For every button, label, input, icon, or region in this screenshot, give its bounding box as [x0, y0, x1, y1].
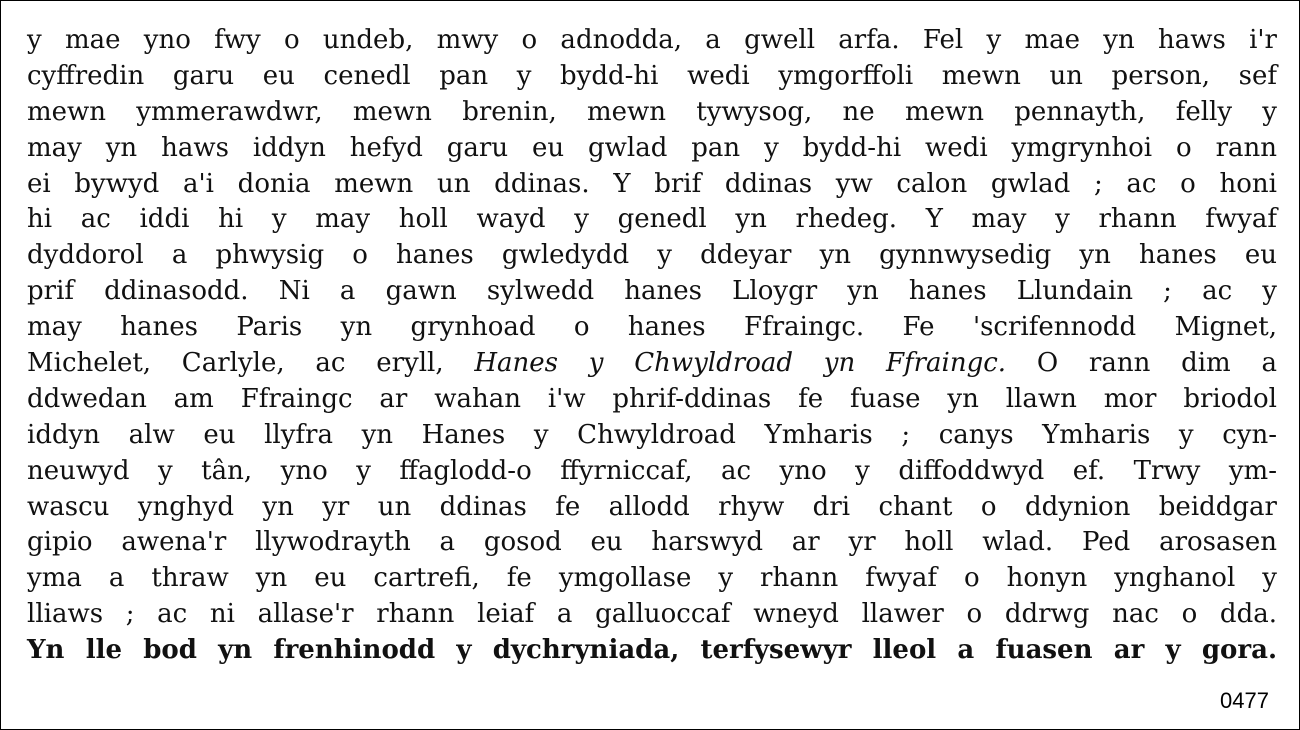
text-line-11: ddwedan am Ffraingc ar wahan i'w phrif-ddinas fe fuase yn llawn mor briodol [27, 383, 1277, 414]
body-text [27, 23, 1277, 669]
text-line-18: Yn lle bod yn frenhinodd y dychryniada, terfysewyr lleol a fuasen ar y gora. [27, 635, 1277, 666]
line-10-prefix: Michelet, Carlyle, ac eryll, [27, 348, 444, 379]
text-line-14: wascu ynghyd yn yr un ddinas fe allodd rhyw dri chant o ddynion beiddgar [27, 491, 1277, 522]
page-number: 0477 [1220, 688, 1269, 713]
book-title-italic: Hanes y Chwyldroad yn Ffraingc. [474, 348, 1007, 379]
text-line-4: may yn haws iddyn hefyd garu eu gwlad pan y bydd-hi wedi ymgrynhoi o rann [27, 132, 1277, 163]
text-line-6: hi ac iddi hi y may holl wayd y genedl yn rhedeg. Y may y rhann fwyaf [27, 204, 1277, 235]
text-line-8: prif ddinasodd. Ni a gawn sylwedd hanes Lloygr yn hanes Llundain ; ac y [27, 276, 1277, 307]
text-line-9: may hanes Paris yn grynhoad o hanes Ffraingc. Fe 'scrifennodd Mignet, [27, 312, 1277, 343]
text-line-13: neuwyd y tân, yno y ffaglodd-o ffyrniccaf, ac yno y diffoddwyd ef. Trwy ym- [27, 455, 1277, 486]
text-line-1: y mae yno fwy o undeb, mwy o adnodda, a gwell arfa. Fel y mae yn haws i'r [27, 25, 1277, 55]
text-line-2: cyffredin garu eu cenedl pan y bydd-hi wedi ymgorffoli mewn un person, sef [27, 60, 1277, 91]
text-line-17: lliaws ; ac ni allase'r rhann leiaf a galluoccaf wneyd llawer o ddrwg nac o dda. [27, 599, 1277, 630]
text-line-16: yma a thraw yn eu cartrefi, fe ymgollase y rhann fwyaf o honyn ynghanol y [27, 563, 1277, 594]
text-line-5: ei bywyd a'i donia mewn un ddinas. Y brif ddinas yw calon gwlad ; ac o honi [27, 168, 1277, 199]
text-line-7: dyddorol a phwysig o hanes gwledydd y ddeyar yn gynnwysedig yn hanes eu [27, 240, 1277, 271]
text-line-3: mewn ymmerawdwr, mewn brenin, mewn tywysog, ne mewn pennayth, felly y [27, 96, 1277, 127]
text-line-12: iddyn alw eu llyfra yn Hanes y Chwyldroad Ymharis ; canys Ymharis y cyn- [27, 419, 1277, 450]
line-10-suffix: O rann dim a [1036, 348, 1277, 379]
text-line-10 [27, 346, 1277, 382]
text-line-15: gipio awena'r llywodrayth a gosod eu harswyd ar yr holl wlad. Ped arosasen [27, 527, 1277, 558]
